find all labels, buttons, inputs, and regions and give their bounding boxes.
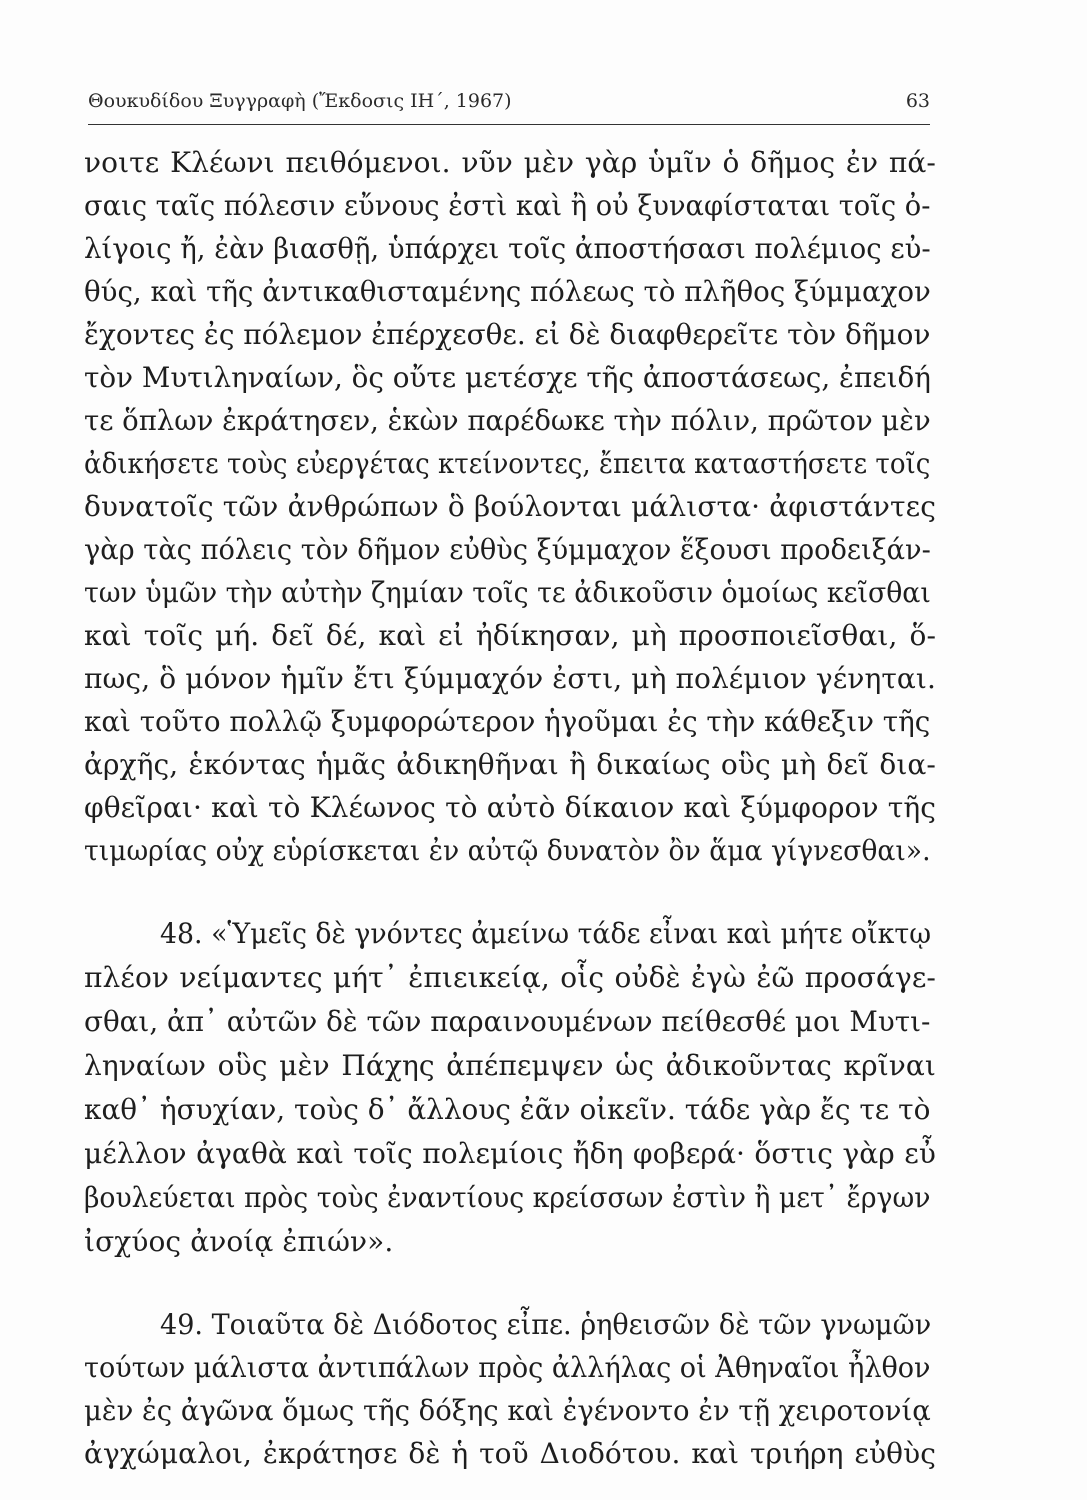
text-line: μὲν ἐς ἀγῶνα ὅμως τῆς δόξης καὶ ἐγένοντο ἐν τῇ χειροτονίᾳ — [84, 1394, 931, 1427]
text-line: 49. Τοιαῦτα δὲ Διόδοτος εἶπε. ῥηθεισῶν δὲ τῶν γνωμῶν — [160, 1308, 932, 1341]
text-line: τε ὅπλων ἐκράτησεν, ἑκὼν παρέδωκε τὴν πόλιν, πρῶτον μὲν — [84, 404, 931, 437]
text-line: σαις ταῖς πόλεσιν εὔνους ἐστὶ καὶ ἢ οὐ ξυναφίσταται τοῖς ὀ- — [84, 189, 931, 222]
text-line: ἀγχώμαλοι, ἐκράτησε δὲ ἡ τοῦ Διοδότου. καὶ τριήρη εὐθὺς — [84, 1437, 936, 1470]
text-line: καθ᾽ ἡσυχίαν, τοὺς δ᾽ ἄλλους ἐᾶν οἰκεῖν. τάδε γὰρ ἔς τε τὸ — [84, 1093, 931, 1126]
text-line: πως, ὃ μόνον ἡμῖν ἔτι ξύμμαχόν ἐστι, μὴ πολέμιον γένηται. — [84, 662, 936, 695]
text-line: νοιτε Κλέωνι πειθόμενοι. νῦν μὲν γὰρ ὑμῖν ὁ δῆμος ἐν πά- — [84, 146, 936, 179]
text-line: λίγοις ἤ, ἐὰν βιασθῇ, ὑπάρχει τοῖς ἀποστήσασι πολέμιος εὐ- — [84, 232, 931, 265]
running-head-title: Θουκυδίδου Ξυγγραφὴ (Ἔκδοσις ΙΗ΄, 1967) — [88, 90, 512, 112]
text-line: καὶ τοῦτο πολλῷ ξυμφορώτερον ἡγοῦμαι ἐς τὴν κάθεξιν τῆς — [84, 705, 931, 738]
header-rule — [88, 124, 930, 125]
page-number: 63 — [905, 90, 930, 112]
text-line: φθεῖραι· καὶ τὸ Κλέωνος τὸ αὐτὸ δίκαιον καὶ ξύμφορον τῆς — [84, 791, 936, 824]
text-line: ἔχοντες ἐς πόλεμον ἐπέρχεσθε. εἰ δὲ διαφθερεῖτε τὸν δῆμον — [84, 318, 931, 351]
text-line: ἀδικήσετε τοὺς εὐεργέτας κτείνοντες, ἔπειτα καταστήσετε τοῖς — [84, 447, 931, 480]
text-line: ληναίων οὓς μὲν Πάχης ἀπέπεμψεν ὡς ἀδικοῦντας κρῖναι — [84, 1049, 936, 1082]
text-line: καὶ τοῖς μή. δεῖ δέ, καὶ εἰ ἠδίκησαν, μὴ προσποιεῖσθαι, ὅ- — [84, 619, 936, 652]
text-line: ἀρχῆς, ἑκόντας ἡμᾶς ἀδικηθῆναι ἢ δικαίως οὓς μὴ δεῖ δια- — [84, 748, 936, 781]
text-line: τὸν Μυτιληναίων, ὃς οὔτε μετέσχε τῆς ἀποστάσεως, ἐπειδή — [84, 361, 931, 394]
text-line: δυνατοῖς τῶν ἀνθρώπων ὃ βούλονται μάλιστα· ἀφιστάντες — [84, 490, 936, 523]
text-line: γὰρ τὰς πόλεις τὸν δῆμον εὐθὺς ξύμμαχον ἕξουσι προδειξάν- — [84, 533, 931, 566]
text-line: τιμωρίας οὐχ εὑρίσκεται ἐν αὐτῷ δυνατὸν ὂν ἅμα γίγνεσθαι». — [84, 834, 931, 867]
text-line: 48. «Ὑμεῖς δὲ γνόντες ἀμείνω τάδε εἶναι καὶ μήτε οἴκτῳ — [160, 917, 932, 950]
running-head — [88, 86, 930, 116]
text-line: θύς, καὶ τῆς ἀντικαθισταμένης πόλεως τὸ πλῆθος ξύμμαχον — [84, 275, 931, 308]
text-line: σθαι, ἀπ᾽ αὐτῶν δὲ τῶν παραινουμένων πείθεσθέ μοι Μυτι- — [84, 1005, 931, 1038]
text-line: μέλλον ἀγαθὰ καὶ τοῖς πολεμίοις ἤδη φοβερά· ὅστις γὰρ εὖ — [84, 1137, 936, 1170]
text-line: τούτων μάλιστα ἀντιπάλων πρὸς ἀλλήλας οἱ Ἀθηναῖοι ἦλθον — [84, 1351, 931, 1384]
text-line: ἰσχύος ἀνοίᾳ ἐπιών». — [84, 1225, 394, 1258]
text-line: βουλεύεται πρὸς τοὺς ἐναντίους κρείσσων ἐστὶν ἢ μετ᾽ ἔργων — [84, 1181, 931, 1214]
text-line: πλέον νείμαντες μήτ᾽ ἐπιεικείᾳ, οἷς οὐδὲ ἐγὼ ἐῶ προσάγε- — [84, 961, 936, 994]
text-line: των ὑμῶν τὴν αὐτὴν ζημίαν τοῖς τε ἀδικοῦσιν ὁμοίως κεῖσθαι — [84, 576, 931, 609]
